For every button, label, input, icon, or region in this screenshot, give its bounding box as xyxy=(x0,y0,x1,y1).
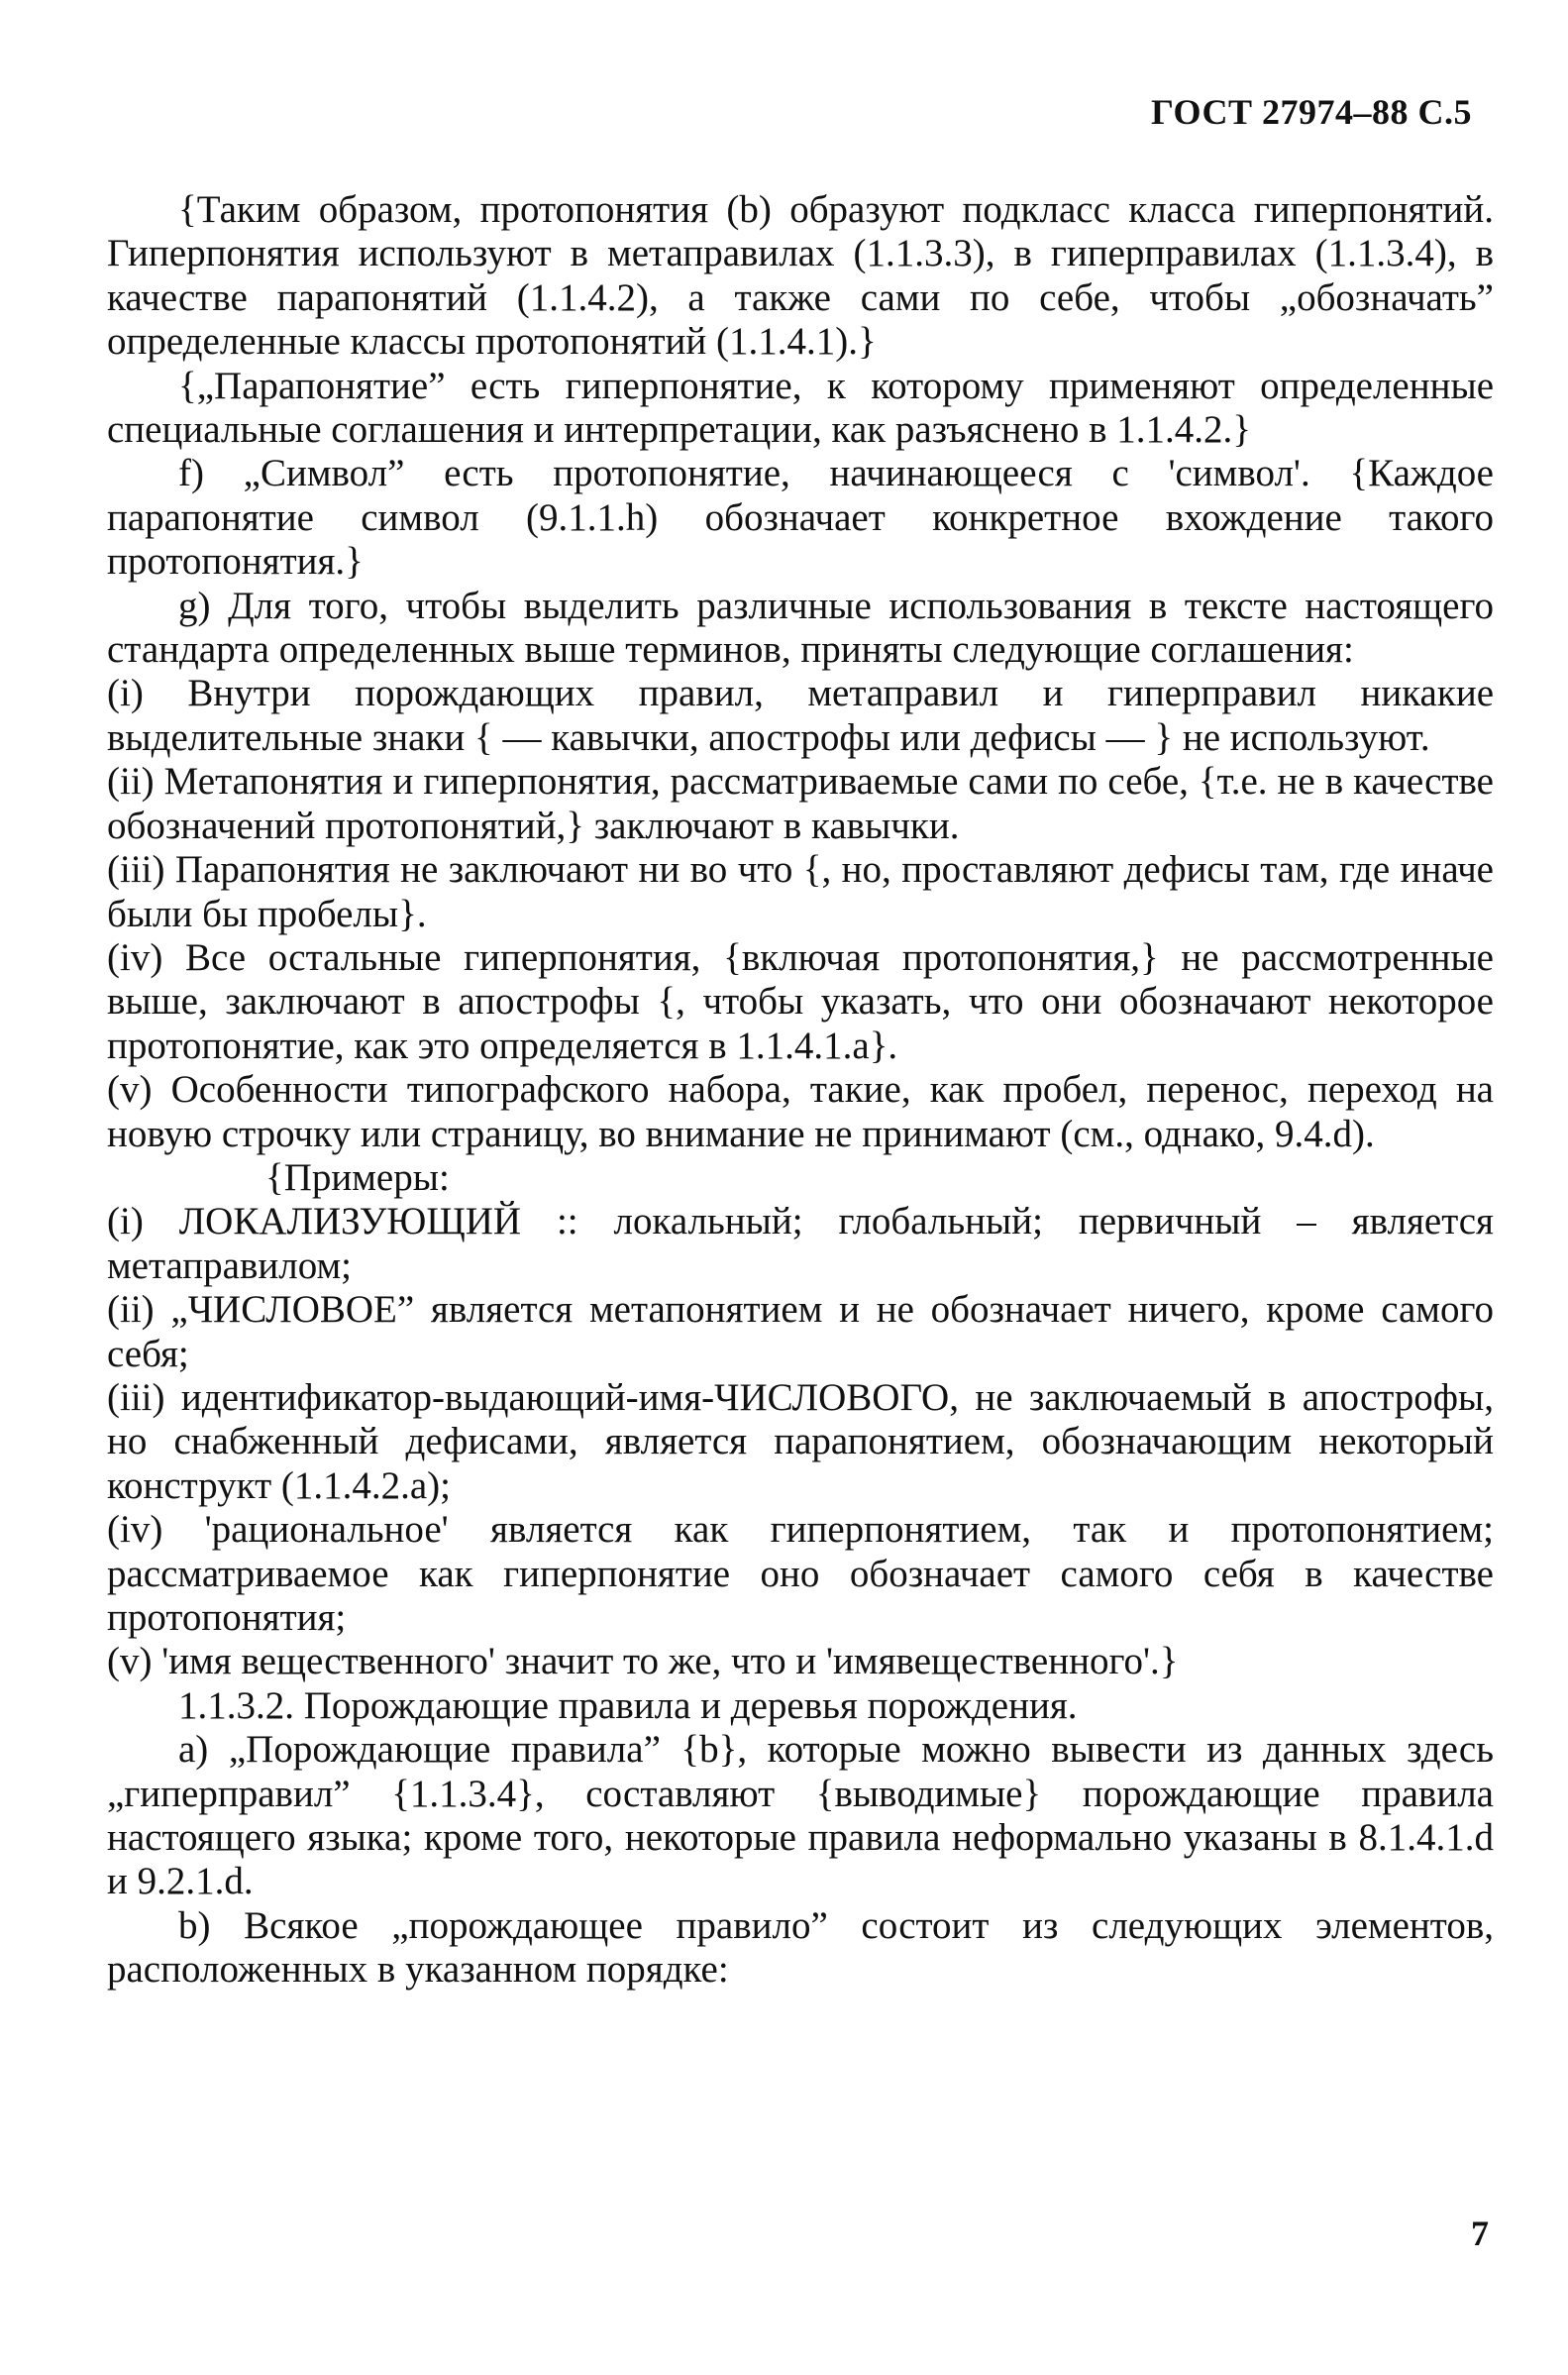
paragraph-p17: a) „Порождающие правила” {b}, которые можно вывести из данных здесь „гиперправил” {1.1.3.4}, составляют {выводимые} порождающие правила настоящего языка; кроме того, некоторые правила неформально указаны в 8.1.4.1.d и 9.2.1.d. xyxy=(107,1728,1494,1903)
paragraph-p3: f) „Символ” есть протопонятие, начинающееся с 'символ'. {Каждое парапонятие символ (9.1.1.h) обозначает конкретное вхождение такого протопонятия.} xyxy=(107,452,1494,584)
paragraph-p9: (v) Особенности типографского набора, такие, как пробел, перенос, переход на новую строчку или страницу, во внимание не принимают (см., однако, 9.4.d). xyxy=(107,1068,1494,1155)
page-header: ГОСТ 27974–88 С.5 xyxy=(1151,92,1472,132)
paragraph-p4: g) Для того, чтобы выделить различные использования в тексте настоящего стандарта определенных выше терминов, приняты следующие соглашения: xyxy=(107,584,1494,672)
paragraph-p11: (i) ЛОКАЛИЗУЮЩИЙ :: локальный; глобальный; первичный – является метаправилом; xyxy=(107,1200,1494,1287)
paragraph-p2: {„Парапонятие” есть гиперпонятие, к которому применяют определенные специальные соглашения и интерпретации, как разъяснено в 1.1.4.2.} xyxy=(107,364,1494,452)
paragraph-p6: (ii) Метапонятия и гиперпонятия, рассматриваемые сами по себе, {т.е. не в качестве обозначений протопонятий,} заключают в кавычки. xyxy=(107,760,1494,847)
paragraph-p5: (i) Внутри порождающих правил, метаправил и гиперправил никакие выделительные знаки { — кавычки, апострофы или дефисы — } не используют. xyxy=(107,672,1494,759)
body-text xyxy=(107,188,1494,1993)
paragraph-p13: (iii) идентификатор-выдающий-имя-ЧИСЛОВОГО, не заключаемый в апострофы, но снабженный дефисами, является парапонятием, обозначающим некоторый конструкт (1.1.4.2.a); xyxy=(107,1375,1494,1507)
paragraph-p16: 1.1.3.2. Порождающие правила и деревья порождения. xyxy=(178,1683,1078,1727)
paragraph-p15: (v) 'имя вещественного' значит то же, что и 'имявещественного'.} xyxy=(107,1640,1179,1683)
paragraph-p14: (iv) 'рациональное' является как гиперпонятием, так и протопонятием; рассматриваемое как гиперпонятие оно обозначает самого себя в качестве протопонятия; xyxy=(107,1508,1494,1639)
page-number: 7 xyxy=(1471,2213,1489,2253)
paragraph-p8: (iv) Все остальные гиперпонятия, {включая протопонятия,} не рассмотренные выше, заключают в апострофы {, чтобы указать, что они обозначают некоторое протопонятие, как это определяется в 1.1.4.1.a}. xyxy=(107,935,1494,1067)
paragraph-p10: {Примеры: xyxy=(265,1155,450,1199)
paragraph-p1: {Таким образом, протопонятия (b) образуют подкласс класса гиперпонятий. Гиперпонятия используют в метаправилах (1.1.3.3), в гиперправилах (1.1.3.4), в качестве парапонятий (1.1.4.2), а также сами по себе, чтобы „обозначать” определенные классы протопонятий (1.1.4.1).} xyxy=(107,188,1494,364)
paragraph-p18: b) Всякое „порождающее правило” состоит из следующих элементов, расположенных в указанном порядке: xyxy=(107,1903,1494,1992)
paragraph-p7: (iii) Парапонятия не заключают ни во что {, но, проставляют дефисы там, где иначе были бы пробелы}. xyxy=(107,848,1494,935)
paragraph-p12: (ii) „ЧИСЛОВОЕ” является метапонятием и не обозначает ничего, кроме самого себя; xyxy=(107,1288,1494,1375)
